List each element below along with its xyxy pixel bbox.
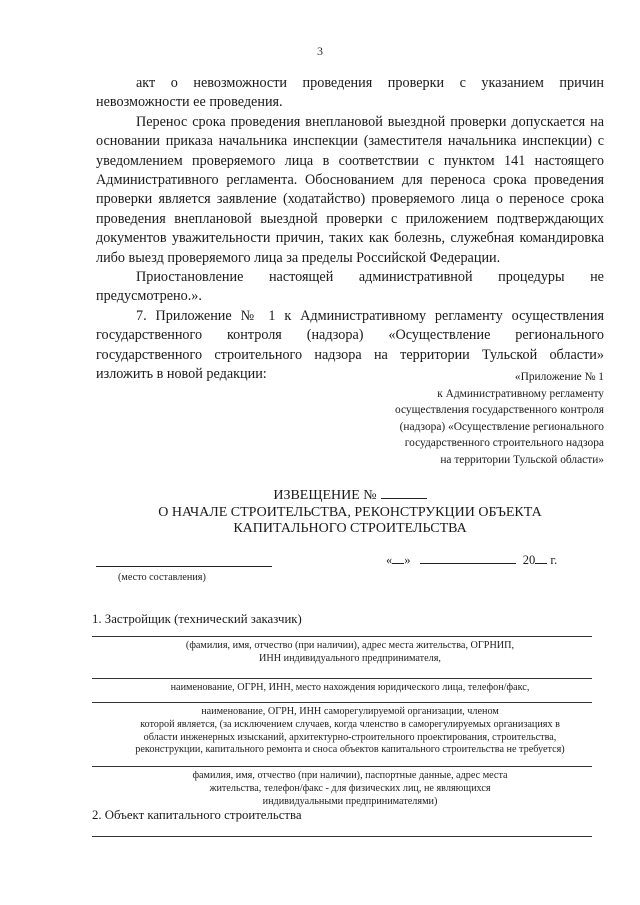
- caption-line: наименование, ОГРН, ИНН саморегулируемой организации, членом: [201, 706, 499, 717]
- date-month-blank[interactable]: [420, 552, 516, 564]
- paragraph-4: 7. Приложение № 1 к Административному регламенту осуществления государственного контроля (надзора) «Осуществление регионального государственного строительного надзора на территории Тульской области» изложить в новой редакции:: [96, 307, 604, 383]
- field-line[interactable]: [92, 678, 592, 679]
- caption-line: которой является, (за исключением случаев, когда членство в саморегулируемых организациях в: [140, 718, 560, 730]
- date-year-prefix: 20: [522, 553, 536, 567]
- body-text: [96, 74, 604, 385]
- field-line[interactable]: [92, 836, 592, 837]
- notice-title: [96, 486, 604, 538]
- appendix-line: государственного строительного надзора: [404, 437, 604, 450]
- caption-line: жительства, телефон/факс - для физических лиц, не являющихся: [209, 782, 491, 794]
- caption-individual: [100, 640, 600, 666]
- appendix-line: осуществления государственного контроля: [394, 404, 604, 417]
- caption-legal-entity: наименование, ОГРН, ИНН, место нахождения юридического лица, телефон/факс,: [170, 682, 530, 693]
- paragraph-1: акт о невозможности проведения проверки с указанием причин невозможности ее проведения.: [96, 75, 604, 111]
- page-number: 3: [317, 44, 323, 58]
- field-line[interactable]: [92, 766, 592, 767]
- paragraph-3: Приостановление настоящей административной процедуры не предусмотрено.».: [96, 269, 604, 305]
- appendix-line: (надзора) «Осуществление регионального: [399, 420, 604, 433]
- appendix-line: на территории Тульской области»: [440, 453, 604, 466]
- field-line[interactable]: [92, 636, 592, 637]
- date-year-suffix: г.: [550, 553, 558, 567]
- caption-line: (фамилия, имя, отчество (при наличии), адрес места жительства, ОГРНИП,: [185, 640, 515, 651]
- notice-title-line2: О НАЧАЛЕ СТРОИТЕЛЬСТВА, РЕКОНСТРУКЦИИ ОБЪЕКТА: [158, 504, 542, 520]
- field-line[interactable]: [92, 702, 592, 703]
- date-open-quote: «: [386, 553, 393, 567]
- caption-line: ИНН индивидуального предпринимателя,: [259, 652, 441, 664]
- notice-number-blank[interactable]: [381, 486, 427, 499]
- appendix-reference: [300, 369, 604, 469]
- notice-title-line3: КАПИТАЛЬНОГО СТРОИТЕЛЬСТВА: [233, 521, 467, 536]
- caption-physical-person: [100, 770, 600, 808]
- caption-line: индивидуальными предпринимателями): [262, 795, 438, 807]
- caption-line: области инженерных изысканий, архитектурно-строительного проектирования, строительства,: [143, 731, 557, 743]
- paragraph-2: Перенос срока проведения внеплановой выездной проверки допускается на основании приказа начальника инспекции (заместителя начальника инспекции) с уведомлением проверяемого лица в соответствии с пунктом 141 настоящего Административного регламента. Обоснованием для переноса срока проведения проверки является заявление (ходатайство) проверяемого лица о переносе срока проведения внеплановой выездной проверки с приложением подтверждающих документов уважительности причин, таких как болезнь, служебная командировка либо выезд проверяемого лица за пределы Российской Федерации.: [96, 113, 604, 266]
- section-1-heading: 1. Застройщик (технический заказчик): [92, 612, 302, 626]
- caption-line: фамилия, имя, отчество (при наличии), паспортные данные, адрес места: [192, 770, 508, 781]
- place-caption: (место составления): [118, 572, 206, 583]
- appendix-line: «Приложение № 1: [514, 371, 604, 383]
- caption-sro: [100, 706, 600, 757]
- appendix-line: к Административному регламенту: [437, 387, 604, 400]
- date-day-blank[interactable]: [392, 552, 404, 564]
- date-close-quote: »: [404, 553, 411, 567]
- place-blank[interactable]: [96, 566, 272, 567]
- date-row: [386, 552, 557, 568]
- notice-title-prefix: ИЗВЕЩЕНИЕ №: [273, 488, 377, 503]
- date-year-blank[interactable]: [535, 552, 547, 564]
- section-2-heading: 2. Объект капитального строительства: [92, 808, 302, 822]
- caption-line: реконструкции, капитального ремонта и сноса объектов капитального строительства не требуется): [135, 744, 565, 756]
